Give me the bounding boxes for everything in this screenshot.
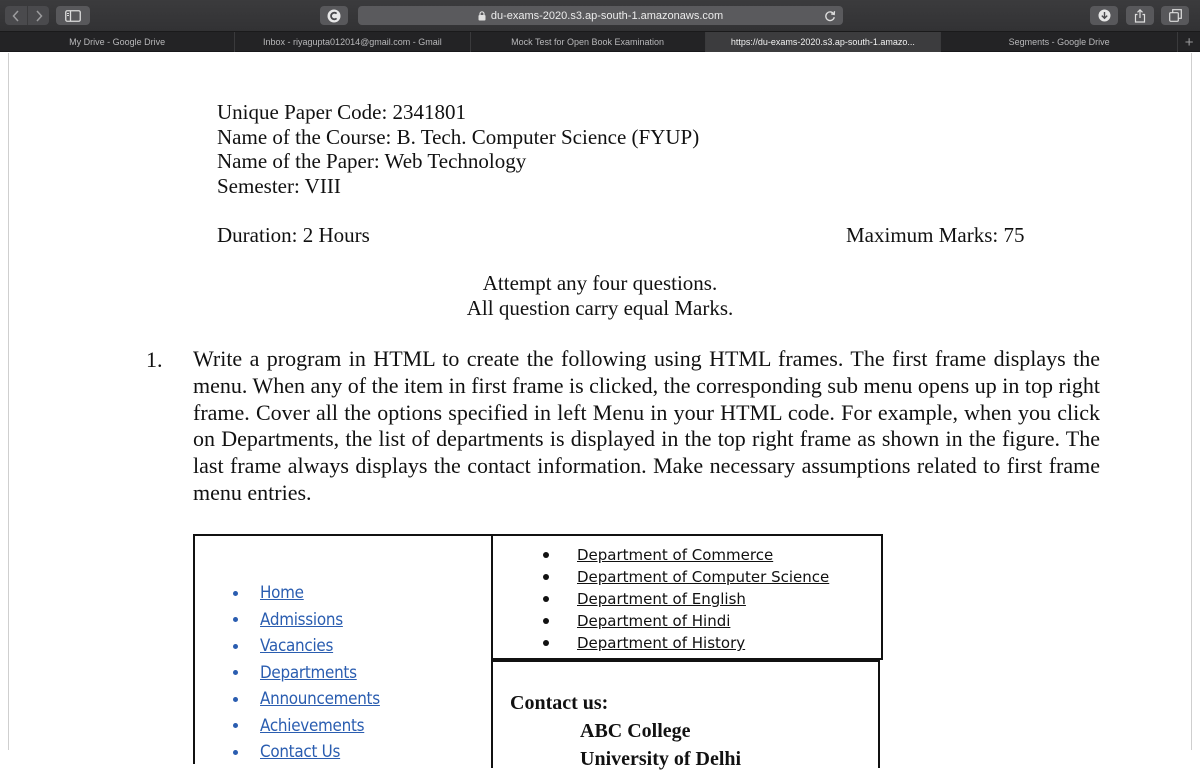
- menu-link: Vacancies: [260, 636, 334, 655]
- bullet-icon: [543, 618, 549, 624]
- instruction-line-2: All question carry equal Marks.: [466, 296, 734, 320]
- tab-label: Mock Test for Open Book Examination: [511, 37, 665, 47]
- tab-bar: [0, 31, 1200, 52]
- contact-university: University of Delhi: [580, 748, 742, 770]
- address-bar[interactable]: [358, 6, 843, 25]
- department-link: Department of Hindi: [577, 612, 731, 630]
- share-button[interactable]: [1126, 6, 1154, 25]
- forward-icon: [35, 10, 43, 22]
- bullet-icon: [233, 697, 238, 702]
- menu-link: Home: [260, 583, 304, 602]
- menu-item-announcements: [233, 686, 390, 713]
- extension-button[interactable]: [320, 6, 348, 25]
- bullet-icon: [543, 596, 549, 602]
- tab-my-drive[interactable]: [0, 32, 235, 52]
- department-item: [543, 610, 829, 632]
- browser-toolbar: [0, 0, 1200, 31]
- department-link: Department of Commerce: [577, 546, 774, 564]
- share-icon: [1134, 9, 1146, 23]
- tab-gmail-inbox[interactable]: [235, 32, 470, 52]
- bullet-icon: [233, 670, 238, 675]
- question-text: Write a program in HTML to create the following using HTML frames. The first frame displays the menu. When any of the item in first frame is clicked, the corresponding sub menu opens up in top right frame. Cover all the options specified in left Menu in your HTML code. For example, when you click on Departments, the list of departments is displayed in the top right frame as shown in the figure. The last frame always displays the contact information. Make necessary assumptions related to first frame menu entries.: [193, 346, 1100, 505]
- forward-button[interactable]: [27, 6, 49, 25]
- sidebar-icon: [65, 10, 81, 22]
- reload-icon: [824, 10, 836, 22]
- bullet-icon: [543, 552, 549, 558]
- maximum-marks: Maximum Marks: 75: [846, 223, 1025, 247]
- menu-item-vacancies: [233, 633, 390, 660]
- pdf-page[interactable]: [0, 53, 1200, 770]
- back-icon: [12, 10, 20, 22]
- url-text: du-exams-2020.s3.ap-south-1.amazonaws.com: [490, 9, 724, 22]
- menu-item-achievements: [233, 713, 390, 740]
- lock-icon: [478, 11, 486, 21]
- bullet-icon: [233, 750, 238, 755]
- department-link: Department of Computer Science: [577, 568, 830, 586]
- extension-icon: [327, 9, 341, 23]
- paper-header: [217, 100, 699, 198]
- tab-exam-paper[interactable]: [706, 32, 941, 52]
- menu-link: Admissions: [260, 609, 343, 629]
- tab-label: My Drive - Google Drive: [69, 37, 166, 47]
- contact-frame: [491, 658, 880, 768]
- menu-list: [233, 580, 390, 766]
- department-item: [543, 566, 829, 588]
- contact-title: Contact us:: [510, 692, 609, 714]
- course-name: Name of the Course: B. Tech. Computer Science (FYUP): [217, 124, 700, 149]
- back-button[interactable]: [5, 6, 27, 25]
- tabs-overview-icon: [1169, 9, 1182, 22]
- bullet-icon: [233, 591, 238, 596]
- bullet-icon: [233, 723, 238, 728]
- semester: Semester: VIII: [217, 173, 341, 198]
- bullet-icon: [543, 574, 549, 580]
- downloads-button[interactable]: [1090, 6, 1118, 25]
- menu-link: Departments: [260, 662, 357, 682]
- tabs-overview-button[interactable]: [1161, 6, 1189, 25]
- question-number: 1.: [146, 347, 163, 372]
- paper-name: Name of the Paper: Web Technology: [217, 149, 527, 173]
- department-item: [543, 588, 829, 610]
- tab-label: https://du-exams-2020.s3.ap-south-1.amazo...: [730, 37, 915, 47]
- tab-label: Inbox - riyagupta012014@gmail.com - Gmail: [263, 37, 442, 47]
- download-icon: [1098, 9, 1111, 22]
- new-tab-button[interactable]: [1178, 32, 1200, 52]
- menu-item-home: [233, 580, 390, 607]
- department-link: Department of English: [577, 590, 746, 608]
- instruction-line-1: Attempt any four questions.: [482, 271, 718, 295]
- menu-link: Contact Us: [260, 742, 341, 761]
- menu-item-contact-us: [233, 739, 390, 766]
- duration: Duration: 2 Hours: [217, 223, 370, 247]
- department-item: [543, 632, 829, 654]
- menu-link: Announcements: [260, 689, 380, 708]
- sidebar-button[interactable]: [56, 6, 90, 25]
- department-link: Department of History: [577, 634, 746, 652]
- paper-code: Unique Paper Code: 2341801: [217, 100, 467, 124]
- tab-segments-drive[interactable]: [941, 32, 1178, 52]
- contact-college: ABC College: [580, 720, 691, 742]
- menu-link: Achievements: [260, 715, 365, 735]
- tab-mock-test[interactable]: [471, 32, 706, 52]
- menu-item-admissions: [233, 607, 390, 634]
- nav-buttons: [5, 6, 49, 25]
- frames-figure: [193, 534, 883, 770]
- department-list: [543, 544, 829, 654]
- bullet-icon: [233, 644, 238, 649]
- bullet-icon: [543, 640, 549, 646]
- departments-frame: [491, 534, 883, 660]
- bullet-icon: [233, 617, 238, 622]
- menu-item-departments: [233, 660, 390, 687]
- department-item: [543, 544, 829, 566]
- instructions: [400, 271, 800, 321]
- plus-icon: +: [1184, 33, 1194, 51]
- tab-label: Segments - Google Drive: [1008, 37, 1110, 47]
- reload-button[interactable]: [822, 8, 837, 23]
- menu-frame: [193, 534, 493, 764]
